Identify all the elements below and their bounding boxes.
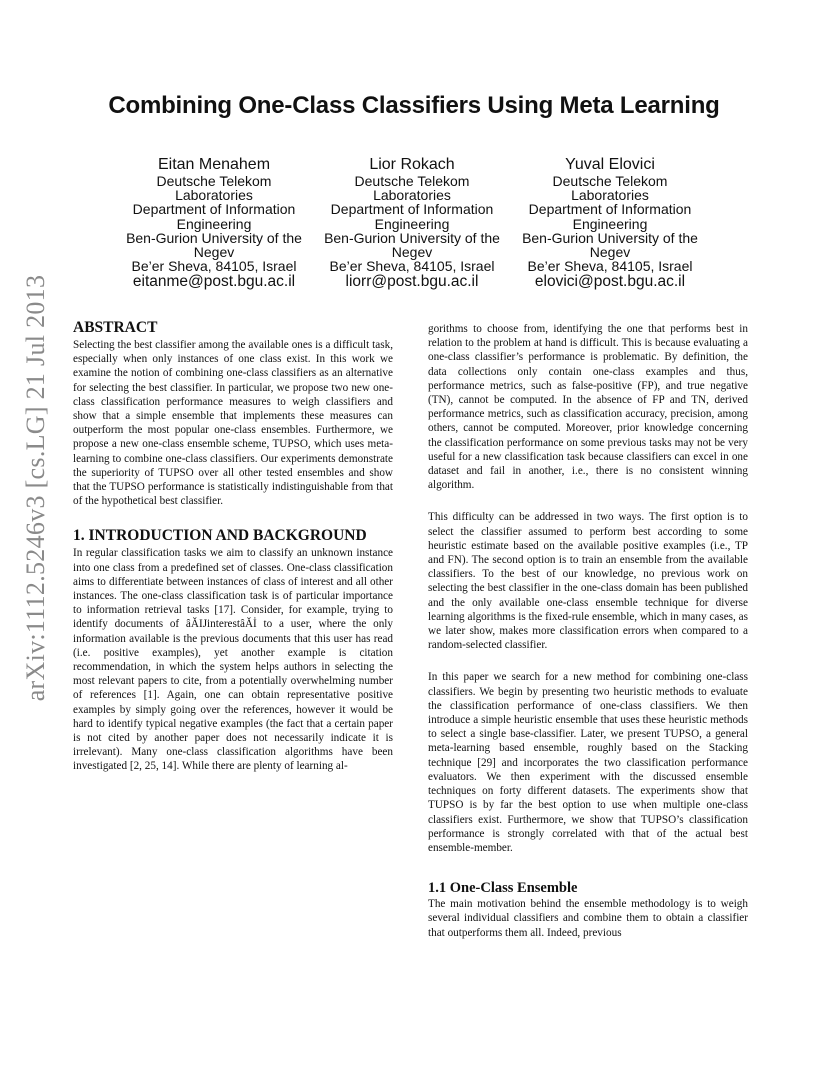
affiliation-line: Ben-Gurion University of the [324,229,500,246]
affiliation-line: Be’er Sheva, 84105, Israel [329,258,495,275]
paper-title: Combining One-Class Classifiers Using Meta Learning [108,92,720,119]
subsection-text: The main motivation behind the ensemble methodology is to weigh several individual classifiers and combine them to obtain a classifier that outperforms them all. Indeed, previous [428,898,748,939]
affiliation-line: Be’er Sheva, 84105, Israel [131,258,297,275]
affiliation-line: Negev [193,244,235,261]
affiliation-line: Laboratories [571,187,649,204]
author-name: Lior Rokach [369,156,455,173]
affiliation-line: Laboratories [373,187,451,204]
intro-heading: 1. INTRODUCTION AND BACKGROUND [73,527,367,545]
intro-paragraph-continued: gorithms to choose from, identifying the one that performs best in relation to the problem at hand is difficult. This is because evaluating a one-class classifier’s performance is problematic. By definition, the data collections only contain one-class examples and thus, performance metrics, such as false-positive (FP), and true negative (TN), cannot be computed. In the absence of FP and TN, derived performance metrics, such as classification accuracy, precision, among others, cannot be computed. Moreover, prior knowledge concerning the classification performance on some previous tasks may not be very useful for a new classification task because classifiers can excel in one dataset and fail in another, i.e., there is no consistent winning algorithm. [428,323,748,492]
subsection-heading: 1.1 One-Class Ensemble [428,880,578,897]
affiliation-line: Laboratories [175,187,253,204]
arxiv-identifier: arXiv:1112.5246v3 [cs.LG] 21 Jul 2013 [21,274,50,702]
affiliation-line: Engineering [572,215,648,232]
author-block [510,155,710,290]
right-column [428,322,748,940]
author-email[interactable]: liorr@post.bgu.ac.il [345,273,479,291]
author-name: Eitan Menahem [157,156,271,173]
author-block [114,155,314,290]
affiliation-line: Department of Information [528,201,692,218]
affiliation-line: Engineering [374,215,450,232]
affiliation-line: Department of Information [330,201,494,218]
affiliation-line: Ben-Gurion University of the [522,229,698,246]
intro-paragraph: In this paper we search for a new method for combining one-class classifiers. We begin by presenting two heuristic methods to evaluate the classification performance of one-class classifiers. We then introduce a simple heuristic ensemble that uses these heuristic methods to select a single base-classifier. Later, we present TUPSO, a general meta-learning based ensemble, roughly based on the Stacking technique [29] and incorporates the two classification performance evaluators. We then experiment with the discussed ensemble techniques on forty different datasets. The experiments show that TUPSO is by far the best option to use when multiple one-class classifiers exist. Furthermore, we show that TUPSO’s classification performance is strongly correlated with that of the actual best ensemble-member. [428,671,748,854]
intro-paragraph: This difficulty can be addressed in two ways. The first option is to select the classifier assumed to perform best according to some heuristic estimate based on the available positive examples (i.e., TP and FN). The second option is to train an ensemble from the available classifiers. To the best of our knowledge, no previous work on selecting the best classifier in the one-class domain has been published and the only available one-class ensemble technique for diverse learning algorithms is the fixed-rule ensemble, which in many cases, as we later show, makes more classification errors when compared to a random-selected classifier. [428,511,748,652]
affiliation-line: Negev [391,244,433,261]
author-block [312,155,512,290]
abstract-heading: ABSTRACT [73,319,158,336]
affiliation-line: Be’er Sheva, 84105, Israel [527,258,693,275]
author-name: Yuval Elovici [565,156,655,173]
affiliation-line: Engineering [176,215,252,232]
intro-paragraph: In regular classification tasks we aim to classify an unknown instance into one class from a predefined set of classes. One-class classification aims to differentiate between instances of class of interest and all other instances. The one-class classification task is of particular importance to information retrieval tasks [17]. Consider, for example, trying to identify documents of âĂIJinterestâĂİ to a user, where the only information available is the previous documents that this user has read (i.e. positive examples), yet another example is citation recommendation, in which the system helps authors in selecting the most relevant papers to cite, from a potentially overwhelming number of references [1]. Again, one can obtain representative positive examples by simply going over the references, however it would be hard to identify typical negative examples (the fact that a certain paper is not cited by another paper does not necessarily indicate it is irrelevant). Many one-class classification algorithms have been investigated [2, 25, 14]. While there are plenty of learning al- [73,547,393,773]
affiliation-line: Ben-Gurion University of the [126,229,302,246]
affiliation-line: Department of Information [132,201,296,218]
author-email[interactable]: elovici@post.bgu.ac.il [534,273,686,291]
left-column [73,318,393,774]
author-email[interactable]: eitanme@post.bgu.ac.il [132,273,296,291]
affiliation-line: Negev [589,244,631,261]
affiliation-line: Deutsche Telekom [354,173,470,189]
affiliation-line: Deutsche Telekom [156,173,272,189]
abstract-text: Selecting the best classifier among the available ones is a difficult task, especially when only instances of one class exist. In this work we examine the notion of combining one-class classifiers as an alternative for selecting the best classifier. In particular, we propose two new one-class classification performance measures to weigh classifiers and show that a simple ensemble that implements these measures can outperform the most popular one-class ensembles. Furthermore, we propose a new one-class ensemble scheme, TUPSO, which uses meta-learning to combine one-class classifiers. Our experiments demonstrate the superiority of TUPSO over all other tested ensembles and show that the TUPSO performance is statistically indistinguishable from that of the hypothetical best classifier. [73,339,393,508]
affiliation-line: Deutsche Telekom [552,173,668,189]
